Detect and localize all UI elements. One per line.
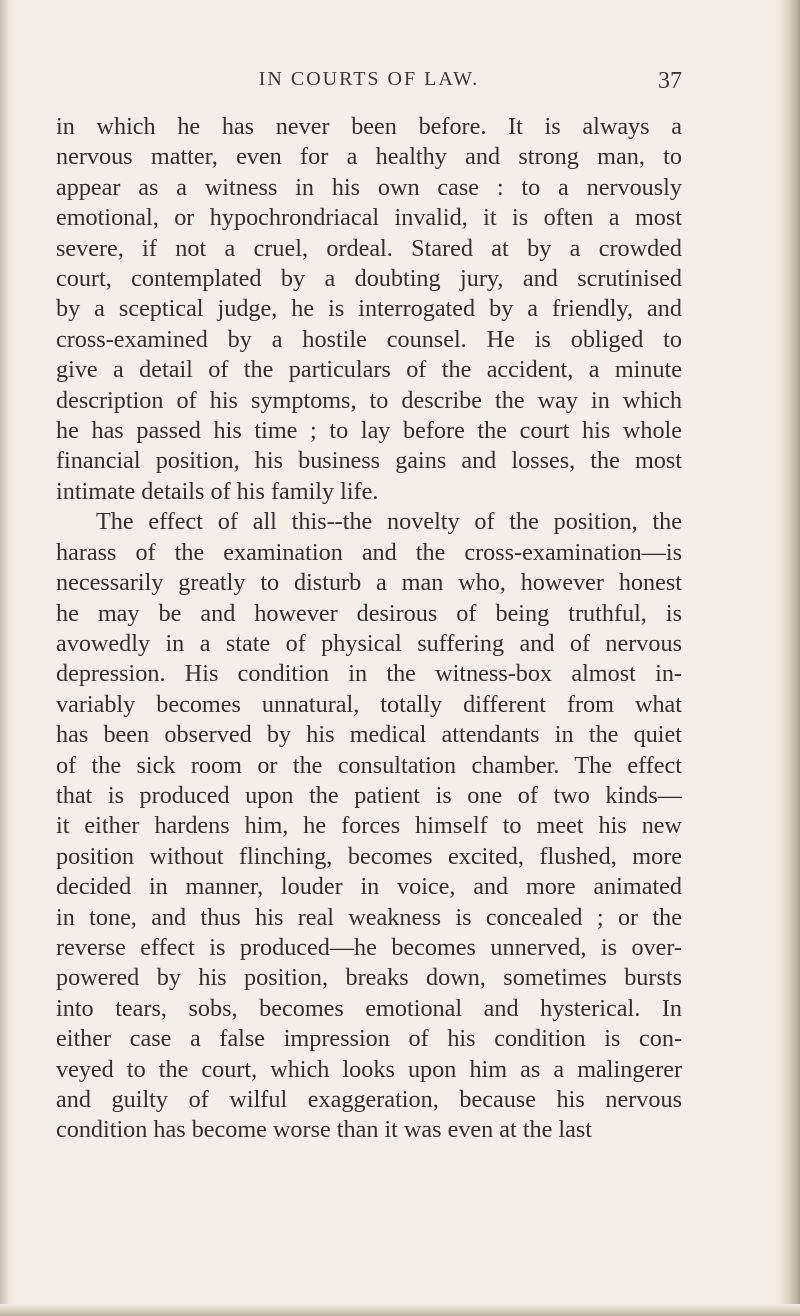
paragraph-end-line: intimate details of his family life. bbox=[56, 477, 379, 505]
page-right-edge-shadow bbox=[778, 0, 800, 1316]
text-line: give a detail of the particulars of the accident, a minute bbox=[56, 356, 682, 384]
running-head: IN COURTS OF LAW. bbox=[258, 68, 480, 90]
text-line: he may be and however desirous of being truthful, is bbox=[56, 599, 682, 627]
text-line: position without flinching, becomes excited, flushed, more bbox=[56, 842, 682, 870]
text-line: emotional, or hypochrondriacal invalid, it is often a most bbox=[56, 204, 682, 232]
text-line: in which he has never been before. It is always a bbox=[56, 113, 682, 140]
text-line: court, contemplated by a doubting jury, and scrutinised bbox=[56, 265, 682, 293]
text-line: veyed to the court, which looks upon him as a malingerer bbox=[56, 1055, 682, 1083]
text-line: in tone, and thus his real weakness is concealed ; or the bbox=[56, 903, 682, 931]
text-line: has been observed by his medical attendants in the quiet bbox=[56, 721, 682, 749]
text-line: reverse effect is produced—he becomes unnerved, is over- bbox=[56, 933, 682, 961]
text-line: avowedly in a state of physical suffering and of nervous bbox=[56, 629, 682, 657]
text-line: depression. His condition in the witness-box almost in- bbox=[56, 660, 682, 688]
text-line: cross-examined by a hostile counsel. He is obliged to bbox=[56, 325, 682, 353]
page-left-edge-shadow bbox=[0, 0, 14, 1316]
text-line: powered by his position, breaks down, sometimes bursts bbox=[56, 964, 682, 992]
text-line: appear as a witness in his own case : to a nervously bbox=[56, 173, 682, 201]
text-line: by a sceptical judge, he is interrogated by a friendly, and bbox=[56, 295, 682, 323]
text-line: that is produced upon the patient is one of two kinds— bbox=[56, 781, 682, 809]
text-line: financial position, his business gains and losses, the most bbox=[56, 447, 682, 475]
text-line: and guilty of wilful exaggeration, because his nervous bbox=[56, 1086, 682, 1113]
paragraph-start-line: The effect of all this--the novelty of the position, the bbox=[96, 508, 682, 536]
text-line: description of his symptoms, to describe the way in which bbox=[56, 386, 682, 414]
text-line: he has passed his time ; to lay before the court his whole bbox=[56, 417, 682, 445]
text-line: decided in manner, louder in voice, and more animated bbox=[56, 873, 682, 901]
text-line: severe, if not a cruel, ordeal. Stared at by a crowded bbox=[56, 234, 682, 262]
text-line: nervous matter, even for a healthy and strong man, to bbox=[56, 143, 682, 171]
page-number: 37 bbox=[658, 68, 682, 94]
text-line: it either hardens him, he forces himself to meet his new bbox=[56, 812, 682, 840]
text-line: variably becomes unnatural, totally different from what bbox=[56, 690, 682, 718]
page-bottom-edge-shadow bbox=[0, 1304, 800, 1316]
text-line: of the sick room or the consultation chamber. The effect bbox=[56, 751, 682, 779]
text-line: either case a false impression of his condition is con- bbox=[56, 1025, 682, 1053]
text-line: into tears, sobs, becomes emotional and hysterical. In bbox=[56, 994, 682, 1022]
body-text bbox=[56, 112, 682, 1146]
page-header bbox=[56, 68, 682, 102]
text-line: condition has become worse than it was even at the last bbox=[56, 1116, 592, 1144]
text-line: harass of the examination and the cross-examination—is bbox=[56, 538, 682, 566]
text-line: necessarily greatly to disturb a man who, however honest bbox=[56, 569, 682, 597]
